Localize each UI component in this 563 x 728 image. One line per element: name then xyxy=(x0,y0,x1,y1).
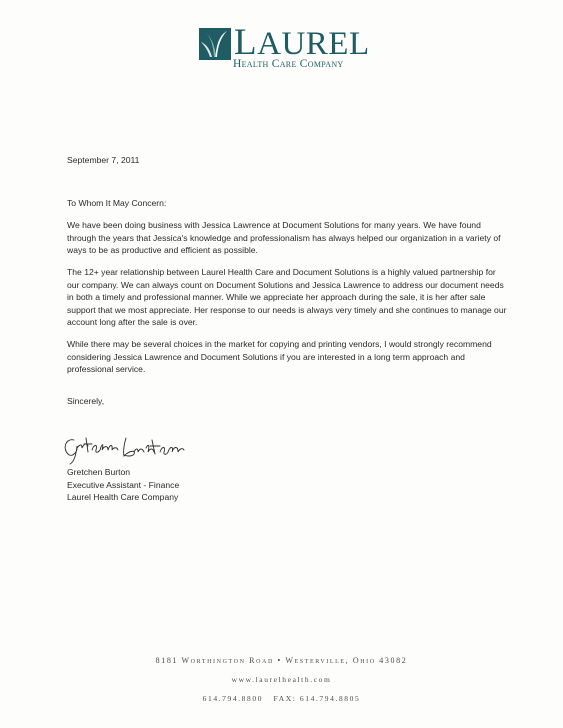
letterhead-subtitle: Health Care Company xyxy=(233,58,344,70)
footer-phones: 614.794.8800 FAX: 614.794.8805 xyxy=(202,694,361,703)
signer-title: Executive Assistant - Finance xyxy=(67,479,180,490)
letterhead-name-initial: L xyxy=(234,22,258,63)
laurel-leaf-icon xyxy=(199,28,231,60)
signer-block xyxy=(67,466,179,504)
letter-date: September 7, 2011 xyxy=(67,155,140,165)
signer-company: Laurel Health Care Company xyxy=(67,492,179,503)
letter-salutation: To Whom It May Concern: xyxy=(67,197,167,208)
letterhead-company-name xyxy=(234,22,370,63)
letterhead-name-rest: AUREL xyxy=(257,26,370,62)
signer-name: Gretchen Burton xyxy=(67,467,131,477)
letter-paragraph: While there may be several choices in the market for copying and printing vendors, I would strongly recommend considering Jessica Lawrence and Document Solutions if you are interested in a long term approach and professional service. xyxy=(67,338,492,375)
footer-website: www.laurelhealth.com xyxy=(231,675,332,684)
letter-paragraph: We have been doing business with Jessica Lawrence at Document Solutions for many years. We have found through the years that Jessica's knowledge and professionalism has always helped our organization in a variety of ways to be as productive and efficient as possible. xyxy=(67,220,501,256)
letter-paragraph: The 12+ year relationship between Laurel Health Care and Document Solutions is a highly valued partnership for our company. We can always count on Document Solutions and Jessica Lawrence to address our document needs in both a timely and professional manner. While we appreciate her approach during the sale, it is her after sale support that we most appreciate. Her response to our needs is always very timely and she continues to manage our account long after the sale is over. xyxy=(67,266,507,328)
footer-address: 8181 Worthington Road • Westerville, Ohio 43082 xyxy=(155,656,408,665)
handwritten-signature xyxy=(60,430,200,466)
letter-closing: Sincerely, xyxy=(67,395,105,406)
letter-body xyxy=(67,154,507,407)
